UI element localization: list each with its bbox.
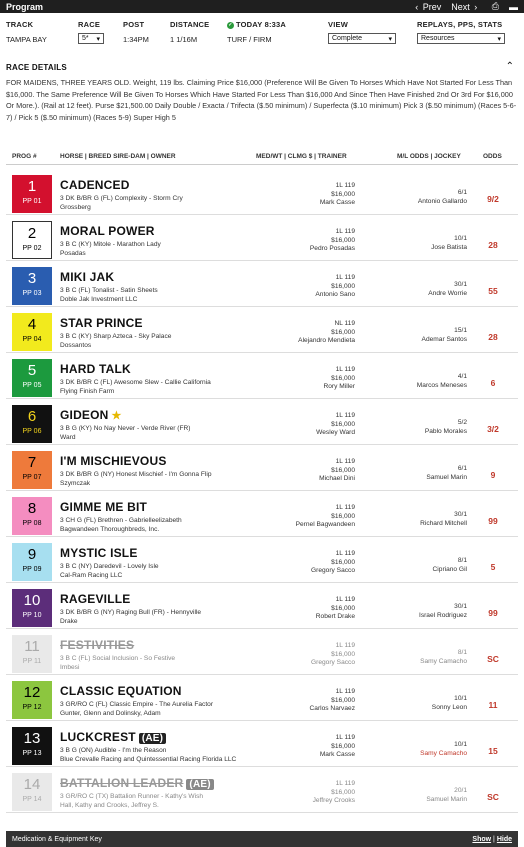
program-number: 11 xyxy=(24,638,40,655)
morning-line-odds: 8/1 xyxy=(457,557,467,564)
program-number: 13 xyxy=(23,730,41,747)
trainer: Michael Dini xyxy=(319,475,355,482)
check-icon: ✓ xyxy=(228,21,233,28)
table-row[interactable] xyxy=(6,537,518,583)
med-weight: 1L 119 xyxy=(335,366,355,373)
breed-sire-dam: 3 B C (FL) Social Inclusion - So Festive xyxy=(60,655,176,662)
claiming-price: $16,000 xyxy=(331,236,355,244)
program-number: 2 xyxy=(27,225,37,242)
program-number: 14 xyxy=(23,776,41,793)
trainer: Carlos Narvaez xyxy=(309,705,355,712)
col-med: MED/WT | CLMG $ | TRAINER xyxy=(256,153,347,160)
owner: Ward xyxy=(60,434,76,441)
breed-sire-dam: 3 B G (KY) No Nay Never - Verde River (FR) xyxy=(60,425,191,432)
minimize-icon[interactable]: ▬ xyxy=(509,1,518,12)
claiming-price: $16,000 xyxy=(331,604,355,612)
trainer: Alejandro Mendieta xyxy=(298,337,355,344)
horse-name[interactable]: CADENCED xyxy=(60,178,130,192)
table-row[interactable] xyxy=(6,675,518,721)
post-position: PP 01 xyxy=(22,198,42,205)
med-weight: 1L 119 xyxy=(335,274,355,281)
post-position: PP 05 xyxy=(22,382,42,389)
program-number-badge xyxy=(12,451,52,489)
chevron-up-icon[interactable]: ⌃ xyxy=(505,61,514,72)
program-number-badge xyxy=(12,727,52,765)
horse-name[interactable]: BATTALION LEADER xyxy=(60,776,184,790)
owner: Posadas xyxy=(60,250,86,257)
table-row[interactable] xyxy=(6,353,518,399)
race-details-title: RACE DETAILS xyxy=(6,63,67,72)
hide-link[interactable]: Hide xyxy=(496,835,512,843)
resources-select[interactable]: Resources ▾ xyxy=(417,33,505,44)
program-number: 8 xyxy=(27,500,37,517)
jockey: Ademar Santos xyxy=(421,336,467,343)
live-odds: 9/2 xyxy=(487,194,499,204)
breed-sire-dam: 3 DK B/BR C (FL) Awesome Slew - Callie California xyxy=(60,379,211,386)
med-weight: 1L 119 xyxy=(335,688,355,695)
trainer: Rory Miller xyxy=(323,383,355,390)
program-number-badge xyxy=(12,681,52,719)
prev-button[interactable]: ‹ Prev xyxy=(411,2,442,12)
post-position: PP 11 xyxy=(22,658,42,665)
race-header xyxy=(6,20,518,50)
claiming-price: $16,000 xyxy=(331,420,355,428)
live-odds: SC xyxy=(487,654,499,664)
surface-value: TURF / FIRM xyxy=(227,35,272,44)
med-weight: 1L 119 xyxy=(335,182,355,189)
morning-line-odds: 10/1 xyxy=(454,695,467,702)
owner: Doble Jak Investment LLC xyxy=(60,296,138,303)
claiming-price: $16,000 xyxy=(331,696,355,704)
morning-line-odds: 15/1 xyxy=(454,327,467,334)
morning-line-odds: 30/1 xyxy=(454,281,467,288)
breed-sire-dam: 3 GR/RO C (TX) Battalion Runner - Kathy's Wish xyxy=(60,793,204,800)
breed-sire-dam: 3 B C (KY) Sharp Azteca - Sky Palace xyxy=(60,333,172,340)
owner: Imbesi xyxy=(60,664,80,671)
breed-sire-dam: 3 GR/RO C (FL) Classic Empire - The Aurelia Factor xyxy=(60,701,214,708)
post-position: PP 08 xyxy=(22,520,42,527)
owner: Bagwandeen Thoroughbreds, Inc. xyxy=(60,526,160,533)
program-number-badge xyxy=(12,267,52,305)
claiming-price: $16,000 xyxy=(331,374,355,382)
program-number-badge xyxy=(12,635,52,673)
table-row[interactable] xyxy=(6,583,518,629)
table-row[interactable] xyxy=(6,721,518,767)
chevron-right-icon: › xyxy=(474,1,478,12)
race-select[interactable]: 5* ▾ xyxy=(78,33,104,44)
program-number: 5 xyxy=(27,362,37,379)
trainer: Jeffrey Crooks xyxy=(312,797,355,804)
program-number: 10 xyxy=(23,592,41,609)
program-number: 3 xyxy=(27,270,37,287)
entries-list xyxy=(6,169,518,813)
horse-name[interactable]: CLASSIC EQUATION xyxy=(60,684,182,698)
live-odds: 28 xyxy=(488,332,498,342)
horse-name[interactable]: MIKI JAK xyxy=(60,270,115,284)
med-weight: 1L 119 xyxy=(335,550,355,557)
med-weight: 1L 119 xyxy=(335,596,355,603)
track-value: TAMPA BAY xyxy=(6,35,47,44)
morning-line-odds: 30/1 xyxy=(454,511,467,518)
live-odds: 28 xyxy=(488,240,498,250)
chevron-down-icon: ▾ xyxy=(96,35,100,43)
owner: Grossberg xyxy=(60,204,91,211)
jockey: Samy Camacho xyxy=(420,750,467,757)
claiming-price: $16,000 xyxy=(331,328,355,336)
program-number-badge xyxy=(12,405,52,443)
table-row[interactable] xyxy=(6,307,518,353)
jockey: Jose Batista xyxy=(431,244,467,251)
distance-label: DISTANCE xyxy=(170,20,210,29)
morning-line-odds: 10/1 xyxy=(454,235,467,242)
claiming-price: $16,000 xyxy=(331,788,355,796)
jockey: Pablo Morales xyxy=(424,428,467,435)
med-key-label: Medication & Equipment Key xyxy=(12,835,102,843)
post-position: PP 06 xyxy=(22,428,42,435)
program-number: 1 xyxy=(27,178,37,195)
horse-name[interactable]: MYSTIC ISLE xyxy=(60,546,138,560)
table-row[interactable] xyxy=(6,491,518,537)
med-weight: NL 119 xyxy=(334,320,355,327)
col-horse: HORSE | BREED SIRE-DAM | OWNER xyxy=(60,153,176,160)
breed-sire-dam: 3 DK B/BR G (NY) Honest Mischief - I'm Gonna Flip xyxy=(60,471,212,478)
program-number: 6 xyxy=(27,408,37,425)
jockey: Sonny Leon xyxy=(431,704,467,711)
jockey: Marcos Meneses xyxy=(416,382,467,389)
owner: Szymczak xyxy=(60,480,91,487)
top-bar xyxy=(0,0,524,13)
live-odds: 11 xyxy=(488,700,498,710)
med-weight: 1L 119 xyxy=(335,504,355,511)
morning-line-odds: 6/1 xyxy=(457,189,467,196)
breed-sire-dam: 3 B C (FL) Tonalist - Satin Sheets xyxy=(60,287,158,294)
claiming-price: $16,000 xyxy=(331,512,355,520)
jockey: Antonio Gallardo xyxy=(417,198,467,205)
jockey: Cipriano Gil xyxy=(432,566,467,573)
med-weight: 1L 119 xyxy=(335,734,355,741)
program-number-badge xyxy=(12,221,52,259)
owner: Flying Finish Farm xyxy=(60,388,115,395)
breed-sire-dam: 3 B C (KY) Mitole - Marathon Lady xyxy=(60,241,161,248)
ae-badge: (AE) xyxy=(139,733,166,744)
live-odds: 55 xyxy=(488,286,498,296)
next-button[interactable]: Next › xyxy=(451,2,482,12)
breed-sire-dam: 3 DK B/BR G (FL) Complexity - Storm Cry xyxy=(60,195,183,202)
view-label: VIEW xyxy=(328,20,348,29)
med-weight: 1L 119 xyxy=(335,642,355,649)
today-label: TODAY 8:33A xyxy=(236,20,287,29)
trainer: Mark Casse xyxy=(319,199,355,206)
trainer: Antonio Sano xyxy=(315,291,355,298)
live-odds: 5 xyxy=(490,562,496,572)
jockey: Richard Mitchell xyxy=(420,520,467,527)
med-weight: 1L 119 xyxy=(335,412,355,419)
star-icon: ★ xyxy=(111,410,122,422)
chevron-down-icon: ▾ xyxy=(497,35,501,43)
claiming-price: $16,000 xyxy=(331,190,355,198)
table-row[interactable] xyxy=(6,767,518,813)
claiming-price: $16,000 xyxy=(331,558,355,566)
show-link[interactable]: Show xyxy=(472,835,492,843)
owner: Dossantos xyxy=(60,342,92,349)
program-number: 7 xyxy=(27,454,37,471)
table-row[interactable] xyxy=(6,261,518,307)
morning-line-odds: 30/1 xyxy=(454,603,467,610)
trainer: Wesley Ward xyxy=(316,429,355,436)
horse-name[interactable]: I'M MISCHIEVOUS xyxy=(60,454,167,468)
owner: Gunter, Glenn and Dolinsky, Adam xyxy=(60,710,161,717)
table-row[interactable] xyxy=(6,215,518,261)
jockey: Andre Worrie xyxy=(428,290,467,297)
horse-name[interactable]: FESTIVITIES xyxy=(60,638,135,652)
claiming-price: $16,000 xyxy=(331,742,355,750)
program-number-badge xyxy=(12,589,52,627)
trainer: Pernel Bagwandeen xyxy=(295,521,355,528)
live-odds: 15 xyxy=(488,746,498,756)
col-ml: M/L ODDS | JOCKEY xyxy=(397,153,461,160)
trainer: Robert Drake xyxy=(315,613,355,620)
program-number-badge xyxy=(12,175,52,213)
horse-name[interactable]: HARD TALK xyxy=(60,362,131,376)
race-label: RACE xyxy=(78,20,101,29)
horse-name[interactable]: STAR PRINCE xyxy=(60,316,143,330)
trainer: Mark Casse xyxy=(319,751,355,758)
med-weight: 1L 119 xyxy=(335,458,355,465)
program-number-badge xyxy=(12,773,52,811)
breed-sire-dam: 3 B C (NY) Daredevil - Lovely Isle xyxy=(60,563,159,570)
med-weight: 1L 119 xyxy=(335,228,355,235)
program-number: 9 xyxy=(27,546,37,563)
footer-bar xyxy=(6,831,518,847)
program-number-badge xyxy=(12,313,52,351)
claiming-price: $16,000 xyxy=(331,282,355,290)
owner: Cal-Ram Racing LLC xyxy=(60,572,123,579)
table-row[interactable] xyxy=(6,445,518,491)
program-number-badge xyxy=(12,497,52,535)
replays-label: REPLAYS, PPS, STATS xyxy=(417,20,503,29)
jockey: Samy Camacho xyxy=(420,658,467,665)
claiming-price: $16,000 xyxy=(331,650,355,658)
post-position: PP 07 xyxy=(22,474,42,481)
program-number: 4 xyxy=(27,316,37,333)
distance-value: 1 1/16M xyxy=(170,35,198,44)
breed-sire-dam: 3 B G (ON) Audible - I'm the Reason xyxy=(60,747,167,754)
track-label: TRACK xyxy=(6,20,34,29)
morning-line-odds: 10/1 xyxy=(454,741,467,748)
live-odds: 3/2 xyxy=(487,424,499,434)
morning-line-odds: 5/2 xyxy=(457,419,467,426)
morning-line-odds: 6/1 xyxy=(457,465,467,472)
claiming-price: $16,000 xyxy=(331,466,355,474)
post-label: POST xyxy=(123,20,145,29)
race-details xyxy=(6,63,518,123)
owner: Blue Crevalle Racing and Quintessential Racing Florida LLC xyxy=(60,756,237,763)
med-weight: 1L 119 xyxy=(335,780,355,787)
morning-line-odds: 8/1 xyxy=(457,649,467,656)
breed-sire-dam: 3 DK B/BR G (NY) Raging Bull (FR) - Hennyville xyxy=(60,609,202,616)
post-position: PP 12 xyxy=(22,704,42,711)
post-position: PP 02 xyxy=(22,245,42,252)
live-odds: SC xyxy=(487,792,499,802)
table-row[interactable] xyxy=(6,629,518,675)
owner: Drake xyxy=(60,618,78,625)
ae-badge: (AE) xyxy=(186,779,213,790)
trainer: Gregory Sacco xyxy=(311,567,355,574)
post-position: PP 13 xyxy=(22,750,42,757)
jockey: Samuel Marin xyxy=(426,474,467,481)
table-row[interactable] xyxy=(6,399,518,445)
post-position: PP 04 xyxy=(22,336,42,343)
horse-name[interactable]: RAGEVILLE xyxy=(60,592,131,606)
program-title: Program xyxy=(6,1,44,12)
post-value: 1:34PM xyxy=(123,35,149,44)
owner: Hall, Kathy and Crooks, Jeffrey S. xyxy=(60,802,159,809)
program-number-badge xyxy=(12,543,52,581)
morning-line-odds: 20/1 xyxy=(454,787,467,794)
live-odds: 99 xyxy=(488,608,498,618)
chevron-down-icon: ▾ xyxy=(388,35,392,43)
post-position: PP 09 xyxy=(22,566,42,573)
trainer: Gregory Sacco xyxy=(311,659,355,666)
horse-name[interactable]: MORAL POWER xyxy=(60,224,155,238)
post-position: PP 14 xyxy=(22,796,42,803)
program-number-badge xyxy=(12,359,52,397)
post-position: PP 10 xyxy=(22,612,42,619)
live-odds: 99 xyxy=(488,516,498,526)
view-select[interactable]: Complete ▾ xyxy=(328,33,396,44)
separator: | xyxy=(493,835,495,843)
live-odds: 6 xyxy=(490,378,496,388)
horse-name[interactable]: LUCKCREST xyxy=(60,730,136,744)
column-header xyxy=(6,153,518,165)
live-odds: 9 xyxy=(490,470,496,480)
program-number: 12 xyxy=(23,684,41,701)
post-position: PP 03 xyxy=(22,290,42,297)
print-icon[interactable]: ⎙ xyxy=(491,1,499,11)
trainer: Pedro Posadas xyxy=(309,245,355,252)
breed-sire-dam: 3 CH G (FL) Brethren - Gabrielleelizabeth xyxy=(60,517,182,524)
jockey: Samuel Marin xyxy=(426,796,467,803)
jockey: Israel Rodriguez xyxy=(418,612,467,619)
horse-name[interactable]: GIDEON xyxy=(60,408,109,422)
horse-name[interactable]: GIMME ME BIT xyxy=(60,500,148,514)
col-prog: PROG # xyxy=(12,153,37,160)
morning-line-odds: 4/1 xyxy=(457,373,467,380)
race-details-text: FOR MAIDENS, THREE YEARS OLD. Weight, 119 lbs. Claiming Price $16,000 (Preference Will Be Given To Horses Which Have Not Started For Less Than $16,000. The Same Preference Will Be Given To Horses Which Have Started For Less Than $16,000 And Since Then Have Finished 2nd Or 3rd For $16,000 Or More.). (Rail at 12 feet). Purse $21,500.00 Daily Double / Exacta / Trifecta ($.50 minimum) / Superfecta ($.10 minimum) Pick 3 ($.50 minimum) (Races 5-6-7) / Pick 5 ($.50 minimum) (Races 5-9) Super High 5 xyxy=(6,78,517,122)
table-row[interactable] xyxy=(6,169,518,215)
col-odds: ODDS xyxy=(483,153,502,160)
chevron-left-icon: ‹ xyxy=(415,1,419,12)
